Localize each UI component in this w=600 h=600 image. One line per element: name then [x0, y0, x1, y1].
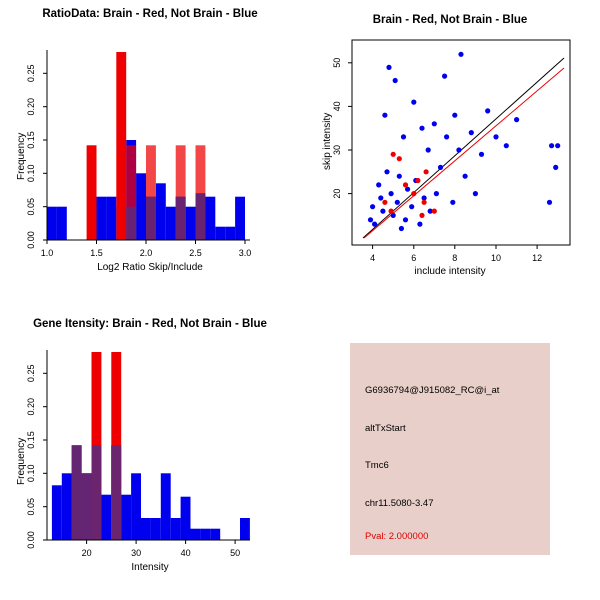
info-line-event: altTxStart: [365, 423, 406, 434]
hist-intensity-xticks: [82, 548, 241, 558]
svg-text:0.20: 0.20: [26, 97, 36, 116]
hist-ratio-xlabel: Log2 Ratio Skip/Include: [97, 262, 203, 273]
panel-hist-intensity: [0, 310, 300, 600]
svg-text:2.5: 2.5: [189, 248, 202, 258]
hist-ratio-plot: [0, 0, 300, 290]
svg-text:1.5: 1.5: [90, 248, 103, 258]
svg-text:0.05: 0.05: [26, 497, 36, 516]
scatter-xticks: [370, 253, 542, 263]
info-line-locus: chr11.5080-3.47: [365, 498, 434, 509]
hist-intensity-overlap: [72, 445, 122, 540]
svg-text:0.25: 0.25: [26, 64, 36, 83]
svg-text:0.15: 0.15: [26, 431, 36, 449]
svg-text:0.20: 0.20: [26, 397, 36, 416]
hist-ratio-xticks: [41, 248, 252, 258]
svg-text:1.0: 1.0: [40, 248, 54, 258]
svg-text:40: 40: [180, 548, 191, 558]
hist-intensity-yticks: [26, 365, 36, 549]
svg-text:50: 50: [332, 57, 342, 68]
svg-text:2.0: 2.0: [139, 248, 153, 258]
svg-text:0.10: 0.10: [26, 464, 36, 483]
svg-text:0.00: 0.00: [26, 531, 36, 549]
scatter-plot: [300, 0, 600, 290]
svg-text:50: 50: [230, 548, 241, 558]
hist-intensity-ylabel: Frequency: [16, 437, 27, 485]
hist-ratio-yticks: [26, 65, 36, 249]
panel-hist-ratio: [0, 0, 300, 290]
svg-text:0.00: 0.00: [26, 231, 36, 249]
svg-text:8: 8: [452, 253, 458, 263]
info-line-gene: Tmc6: [365, 460, 389, 471]
svg-text:20: 20: [81, 548, 92, 558]
scatter-points-blue: [368, 52, 560, 231]
scatter-ylabel: skip intensity: [322, 112, 333, 170]
svg-text:20: 20: [332, 188, 342, 199]
hist-intensity-plot: [0, 310, 300, 570]
svg-text:0.25: 0.25: [26, 364, 36, 383]
hist-intensity-xlabel: Intensity: [131, 562, 169, 573]
svg-text:30: 30: [131, 548, 142, 558]
info-line-pval: Pval: 2.000000: [365, 531, 429, 542]
svg-text:30: 30: [332, 144, 342, 156]
scatter-xlabel: include intensity: [414, 266, 486, 277]
svg-text:0.10: 0.10: [26, 164, 36, 183]
info-line-probe: G6936794@J915082_RC@i_at: [365, 385, 500, 396]
info-panel: [350, 343, 550, 555]
hist-intensity-title: Gene Itensity: Brain - Red, Not Brain - Blue: [33, 318, 267, 330]
svg-text:40: 40: [332, 101, 342, 112]
svg-text:0.05: 0.05: [26, 197, 36, 216]
svg-text:12: 12: [532, 253, 543, 263]
svg-text:10: 10: [490, 253, 502, 263]
svg-text:4: 4: [370, 253, 376, 263]
panel-scatter: [300, 0, 600, 290]
hist-ratio-title: RatioData: Brain - Red, Not Brain - Blue: [42, 8, 258, 20]
svg-text:3.0: 3.0: [238, 248, 252, 258]
scatter-title: Brain - Red, Not Brain - Blue: [372, 14, 528, 26]
svg-text:0.15: 0.15: [26, 131, 36, 149]
scatter-yticks: [332, 58, 342, 199]
scatter-frame: [352, 40, 570, 245]
hist-ratio-ylabel: Frequency: [16, 132, 27, 180]
svg-text:6: 6: [411, 253, 417, 263]
scatter-ticks: [348, 63, 537, 249]
